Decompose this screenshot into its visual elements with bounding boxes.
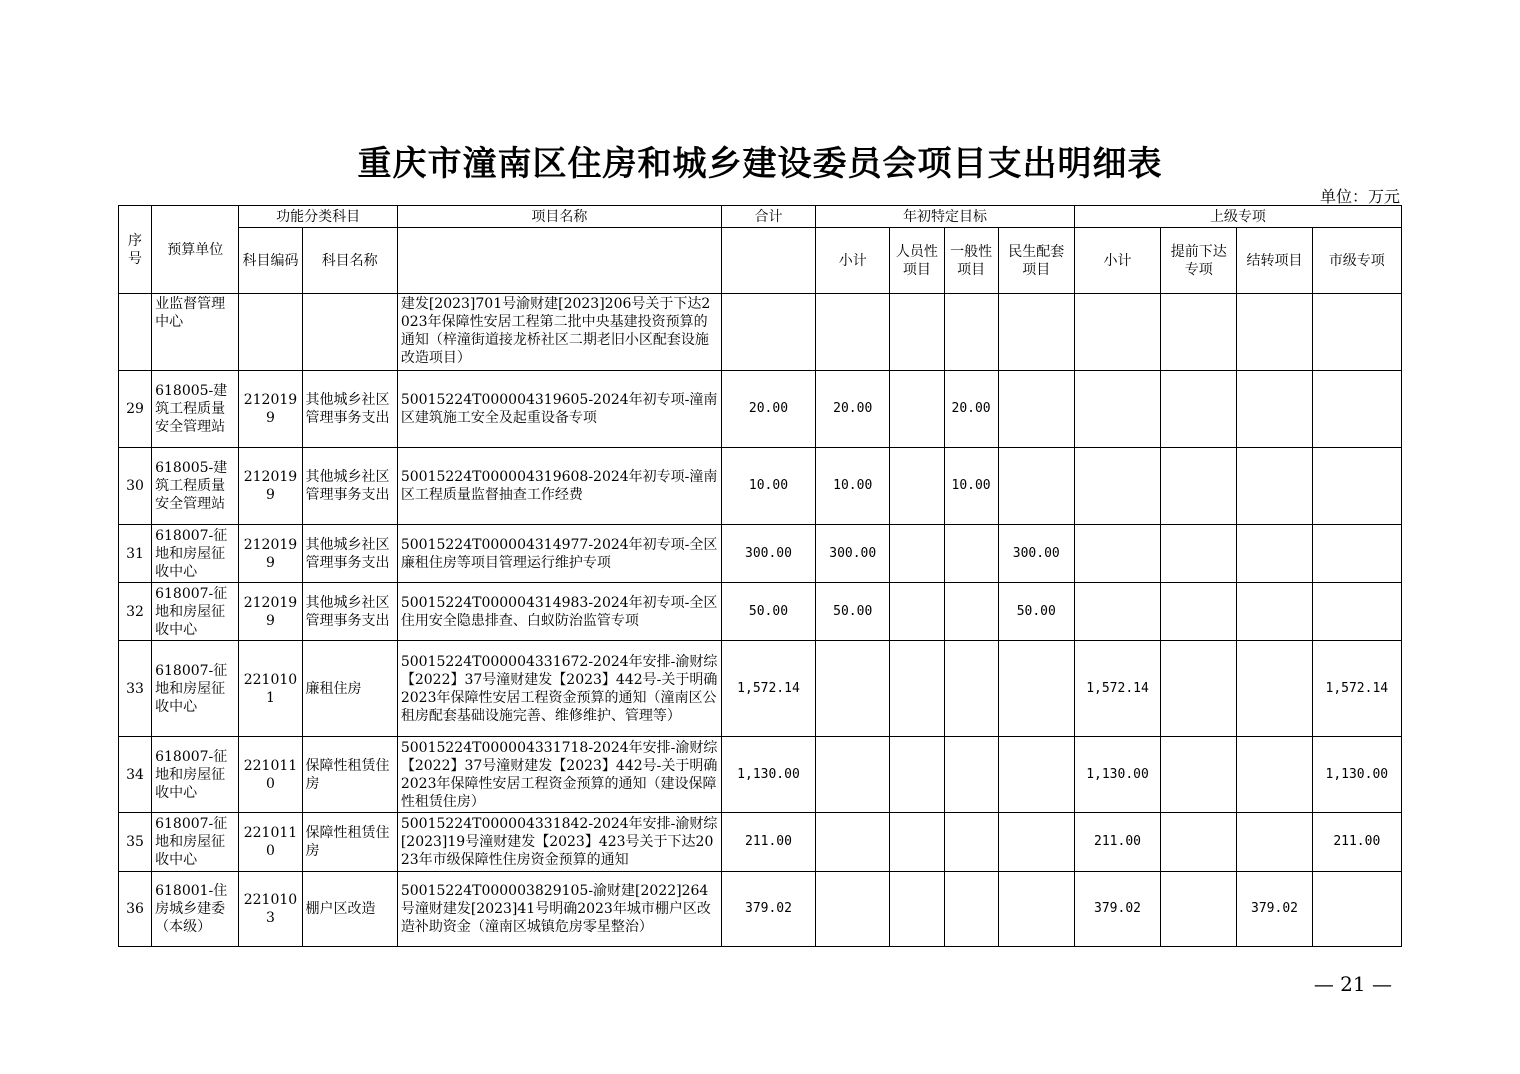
header-livelihood: 民生配套项目 bbox=[998, 228, 1074, 294]
table-row: 30 618005-建筑工程质量安全管理站 2120199 其他城乡社区管理事务支出 50015224T000004319608-2024年初专项-潼南区工程质量监督抽查工作经费 10.00 10.00 10.00 bbox=[119, 448, 1402, 525]
header-carryover: 结转项目 bbox=[1237, 228, 1312, 294]
table-row: 36 618001-住房城乡建委（本级） 2210103 棚户区改造 50015224T000003829105-渝财建[2022]264号潼财建发[2023]41号明确2023年城市棚户区改造补助资金（潼南区城镇危房零星整治） 379.02 379.02 379.02 bbox=[119, 872, 1402, 947]
header-upper-subtotal: 小计 bbox=[1074, 228, 1160, 294]
header-code: 科目编码 bbox=[239, 228, 302, 294]
table-row: 29 618005-建筑工程质量安全管理站 2120199 其他城乡社区管理事务支出 50015224T000004319605-2024年初专项-潼南区建筑施工安全及起重设备专项 20.00 20.00 20.00 bbox=[119, 371, 1402, 448]
table-row: 业监督管理中心 建发[2023]701号渝财建[2023]206号关于下达2023年保障性安居工程第二批中央基建投资预算的通知（梓潼街道接龙桥社区二期老旧小区配套设施改造项目） bbox=[119, 294, 1402, 371]
table-header bbox=[119, 206, 1402, 294]
header-general: 一般性项目 bbox=[944, 228, 998, 294]
table-row: 33 618007-征地和房屋征收中心 2210101 廉租住房 50015224T000004331672-2024年安排-渝财综【2022】37号潼财建发【2023】442号-关于明确2023年保障性安居工程资金预算的通知（潼南区公租房配套基础设施完善、维修维护、管理等） 1,572.14 1,572.14 1,572.14 bbox=[119, 641, 1402, 737]
header-project-name: 项目名称 bbox=[397, 206, 721, 228]
header-total: 合计 bbox=[721, 206, 815, 228]
header-project-name-blank bbox=[397, 228, 721, 294]
unit-label: 单位：万元 bbox=[1319, 187, 1400, 206]
header-advance: 提前下达专项 bbox=[1161, 228, 1237, 294]
table-row: 35 618007-征地和房屋征收中心 2210110 保障性租赁住房 50015224T000004331842-2024年安排-渝财综[2023]19号潼财建发【2023】423号关于下达2023年市级保障性住房资金预算的通知 211.00 211.00 211.00 bbox=[119, 813, 1402, 872]
table-body bbox=[119, 294, 1402, 947]
page-title: 重庆市潼南区住房和城乡建设委员会项目支出明细表 bbox=[357, 144, 1163, 184]
header-upper-group: 上级专项 bbox=[1074, 206, 1401, 228]
page-number: — 21 — bbox=[1313, 972, 1392, 996]
header-city: 市级专项 bbox=[1312, 228, 1401, 294]
header-seq: 序号 bbox=[119, 206, 152, 294]
table-row: 32 618007-征地和房屋征收中心 2120199 其他城乡社区管理事务支出 50015224T000004314983-2024年初专项-全区住用安全隐患排查、白蚁防治监管专项 50.00 50.00 50.00 bbox=[119, 583, 1402, 641]
header-total-blank bbox=[721, 228, 815, 294]
table-row: 31 618007-征地和房屋征收中心 2120199 其他城乡社区管理事务支出 50015224T000004314977-2024年初专项-全区廉租住房等项目管理运行维护专项 300.00 300.00 300.00 bbox=[119, 525, 1402, 583]
header-unit: 预算单位 bbox=[152, 206, 239, 294]
header-func-group: 功能分类科目 bbox=[239, 206, 397, 228]
header-annual-group: 年初特定目标 bbox=[816, 206, 1075, 228]
table-row: 34 618007-征地和房屋征收中心 2210110 保障性租赁住房 50015224T000004331718-2024年安排-渝财综【2022】37号潼财建发【2023】442号-关于明确2023年保障性安居工程资金预算的通知（建设保障性租赁住房） 1,130.00 1,130.00 1,130.00 bbox=[119, 737, 1402, 813]
header-annual-subtotal: 小计 bbox=[816, 228, 890, 294]
header-personnel: 人员性项目 bbox=[890, 228, 944, 294]
project-expenditure-table bbox=[118, 205, 1402, 947]
header-subject-name: 科目名称 bbox=[302, 228, 397, 294]
